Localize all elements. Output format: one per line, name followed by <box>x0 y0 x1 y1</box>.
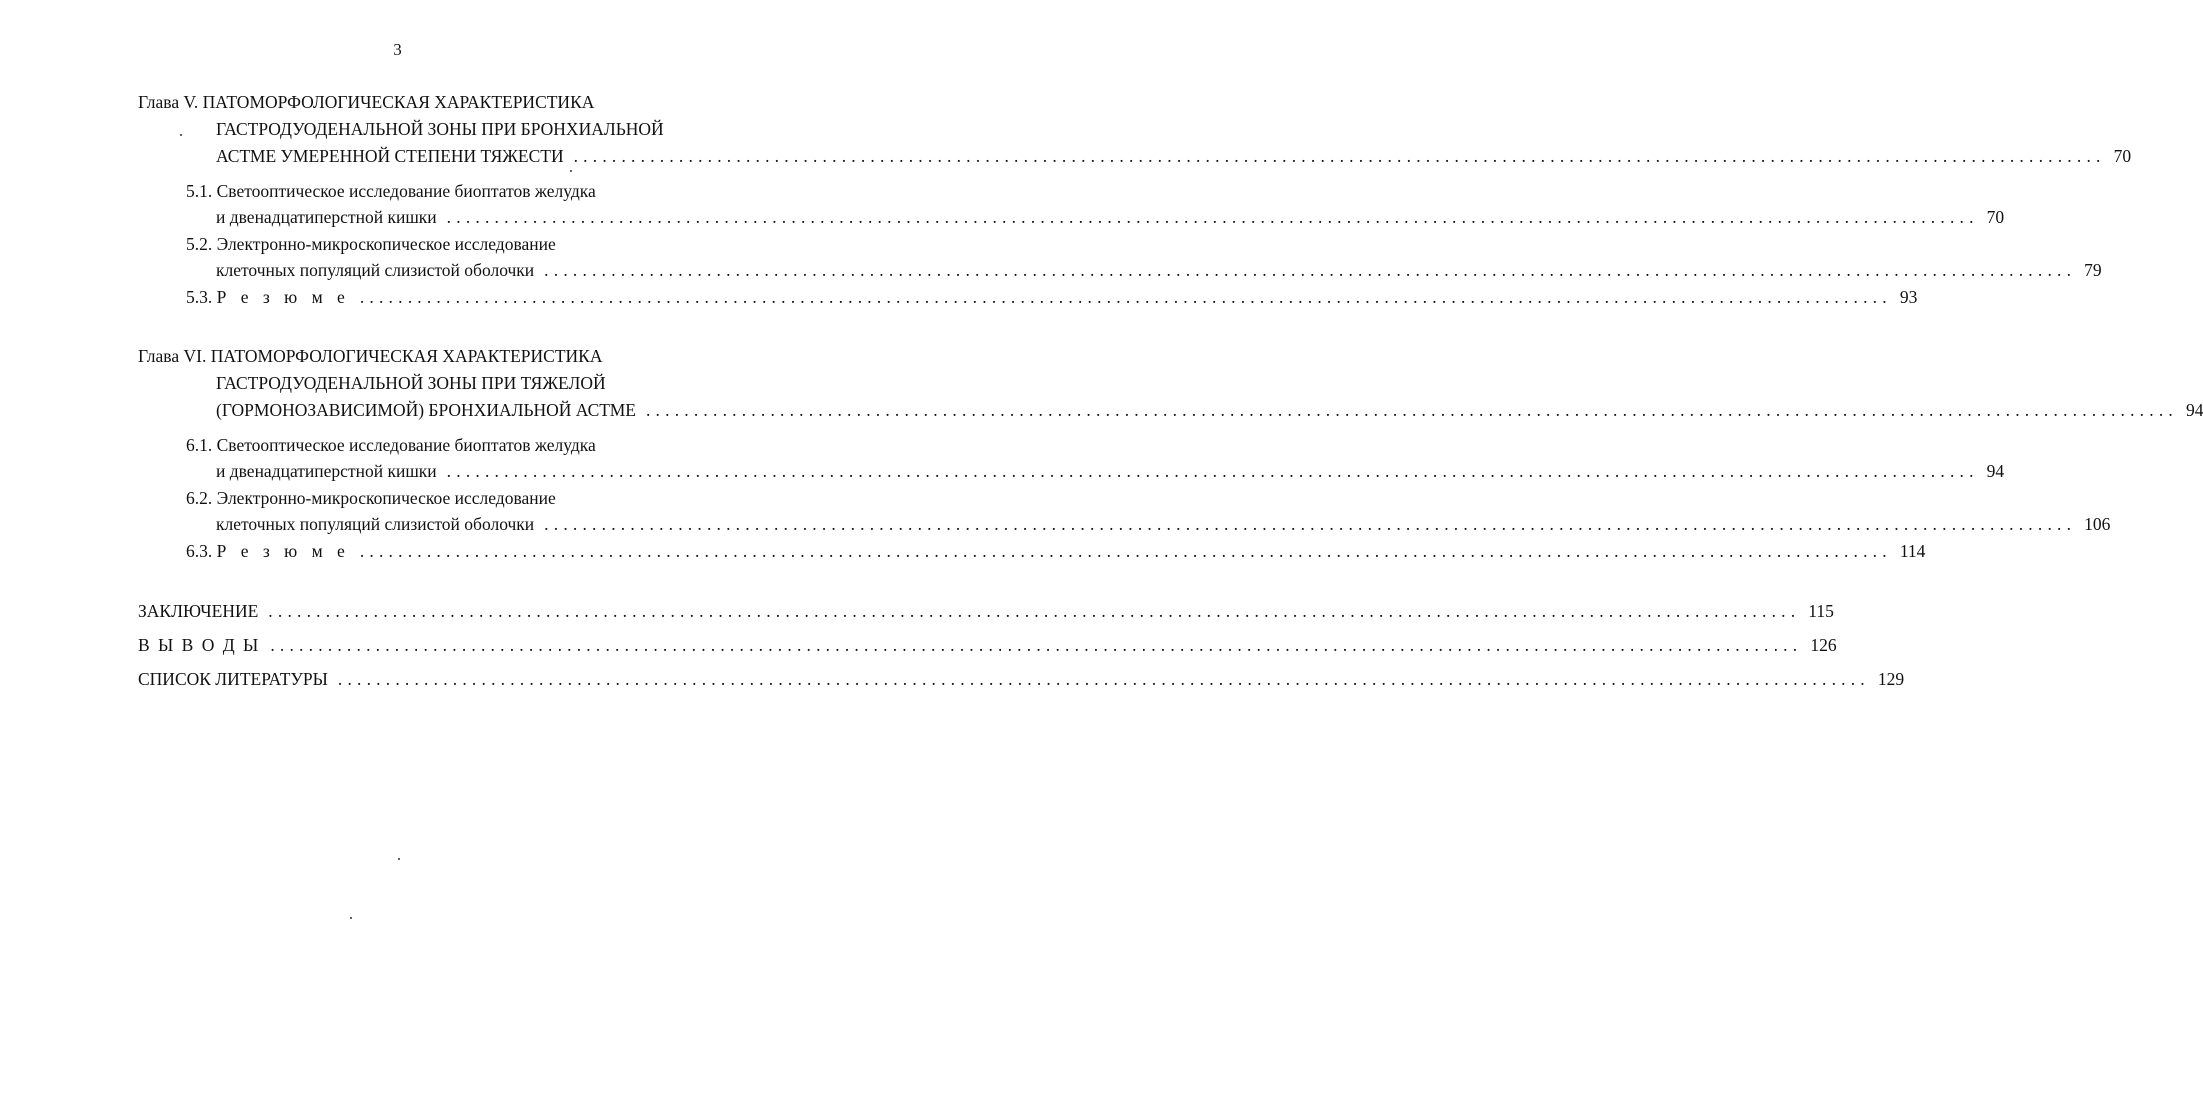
conclusion-page: 115 <box>1808 601 1834 621</box>
chapter-6-title-line-1: Глава VI. ПАТОМОРФОЛОГИЧЕСКАЯ ХАРАКТЕРИСТИКА <box>138 346 603 366</box>
scan-speck <box>350 917 352 919</box>
conclusion-entry[interactable] <box>138 600 1834 622</box>
dot-leader: ................................................................................................................................................................ <box>359 541 1892 561</box>
section-6-1-line-2: и двенадцатиперстной кишки <box>216 461 437 481</box>
section-6-3-label <box>186 540 350 562</box>
chapter-5-entry[interactable] <box>216 145 2132 167</box>
chapter-6-entry[interactable] <box>216 399 2203 421</box>
dot-leader: ................................................................................................................................................................ <box>544 260 2077 280</box>
section-6-3-entry[interactable] <box>186 540 1926 562</box>
references-label: СПИСОК ЛИТЕРАТУРЫ <box>138 669 328 689</box>
scan-speck <box>398 858 400 860</box>
section-number: 5.1. <box>186 181 213 201</box>
section-6-1-entry[interactable] <box>216 460 2005 482</box>
chapter-5-title-line-1: Глава V. ПАТОМОРФОЛОГИЧЕСКАЯ ХАРАКТЕРИСТИКА <box>138 92 595 112</box>
section-5-1-page: 70 <box>1986 207 2005 227</box>
section-5-2-page: 79 <box>2084 260 2102 280</box>
section-6-2-line-1 <box>186 487 556 509</box>
section-number: 6.1. <box>186 435 213 455</box>
section-number: 5.2. <box>186 234 213 254</box>
references-page: 129 <box>1877 669 1905 689</box>
dot-leader: ................................................................................................................................................................ <box>645 400 2178 420</box>
section-5-3-entry[interactable] <box>186 286 1918 308</box>
section-title: Р е з ю м е <box>216 287 350 307</box>
section-title: Электронно-микроскопическое исследование <box>216 488 556 508</box>
chapter-5-title-line-2: ГАСТРОДУОДЕНАЛЬНОЙ ЗОНЫ ПРИ БРОНХИАЛЬНОЙ <box>216 119 664 139</box>
section-title: Светооптическое исследование биоптатов желудка <box>216 435 596 455</box>
section-6-2-line-2: клеточных популяций слизистой оболочки <box>216 514 535 534</box>
chapter-6-title-line-3: (ГОРМОНОЗАВИСИМОЙ) БРОНХИАЛЬНОЙ АСТМЕ <box>216 400 636 420</box>
section-5-1-entry[interactable] <box>216 206 2005 228</box>
findings-entry[interactable] <box>138 634 1837 656</box>
section-5-3-page: 93 <box>1899 287 1918 307</box>
dot-leader: ................................................................................................................................................................ <box>359 287 1892 307</box>
section-5-2-line-2: клеточных популяций слизистой оболочки <box>216 260 535 280</box>
chapter-5-page: 70 <box>2113 146 2132 166</box>
section-number: 5.3. <box>186 287 213 307</box>
section-6-2-page: 106 <box>2084 514 2111 534</box>
section-5-1-line-1 <box>186 180 596 202</box>
page-number: 3 <box>393 40 402 59</box>
chapter-6-page: 94 <box>2185 400 2203 420</box>
scan-speck <box>180 134 182 136</box>
findings-page: 126 <box>1810 635 1837 655</box>
section-5-1-line-2: и двенадцатиперстной кишки <box>216 207 437 227</box>
section-title: Р е з ю м е <box>216 541 350 561</box>
section-title: Электронно-микроскопическое исследование <box>216 234 556 254</box>
section-5-2-entry[interactable] <box>216 259 2102 281</box>
conclusion-label: ЗАКЛЮЧЕНИЕ <box>138 601 259 621</box>
dot-leader: ................................................................................................................................................................ <box>544 514 2077 534</box>
dot-leader: ................................................................................................................................................................ <box>270 635 1803 655</box>
findings-label: В Ы В О Д Ы <box>138 635 261 655</box>
section-6-3-page: 114 <box>1899 541 1926 561</box>
chapter-6-title-line-2: ГАСТРОДУОДЕНАЛЬНОЙ ЗОНЫ ПРИ ТЯЖЕЛОЙ <box>216 373 606 393</box>
section-6-1-line-1 <box>186 434 596 456</box>
dot-leader: ................................................................................................................................................................ <box>446 461 1979 481</box>
dot-leader: ................................................................................................................................................................ <box>573 146 2106 166</box>
chapter-5-title-line-3: АСТМЕ УМЕРЕННОЙ СТЕПЕНИ ТЯЖЕСТИ <box>216 146 564 166</box>
section-5-2-line-1 <box>186 233 556 255</box>
section-number: 6.3. <box>186 541 213 561</box>
references-entry[interactable] <box>138 668 1905 690</box>
section-5-3-label <box>186 286 350 308</box>
section-6-2-entry[interactable] <box>216 513 2111 535</box>
section-title: Светооптическое исследование биоптатов желудка <box>216 181 596 201</box>
dot-leader: ................................................................................................................................................................ <box>337 669 1870 689</box>
dot-leader: ................................................................................................................................................................ <box>268 601 1801 621</box>
section-number: 6.2. <box>186 488 213 508</box>
scan-speck <box>570 170 572 172</box>
dot-leader: ................................................................................................................................................................ <box>446 207 1979 227</box>
section-6-1-page: 94 <box>1986 461 2005 481</box>
